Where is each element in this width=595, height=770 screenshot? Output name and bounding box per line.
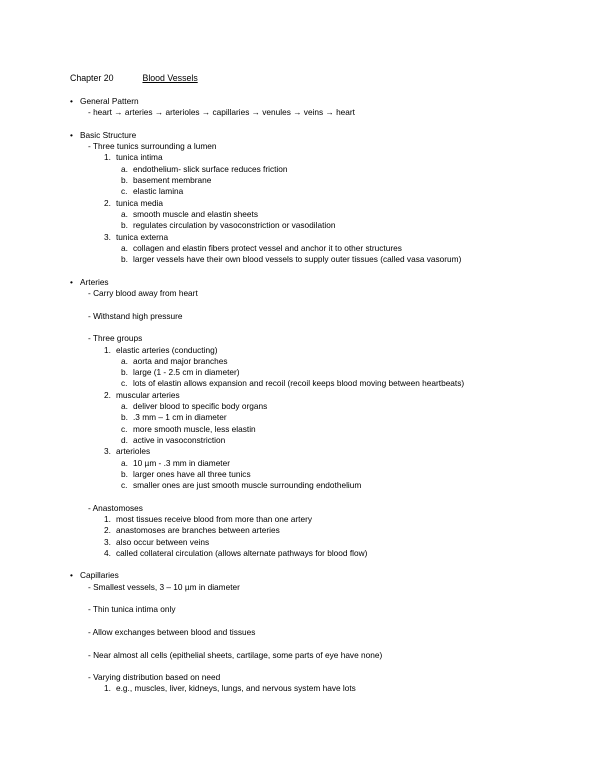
list-item bbox=[70, 390, 580, 401]
list-marker: a. bbox=[121, 457, 128, 468]
list-marker: 2. bbox=[104, 197, 111, 208]
list-item bbox=[70, 537, 580, 548]
item-text: muscular arteries bbox=[116, 389, 180, 400]
item-text: active in vasoconstriction bbox=[133, 434, 226, 445]
list-item bbox=[70, 424, 580, 435]
notes-outline bbox=[70, 96, 580, 695]
item-text: collagen and elastin fibers protect vessel and anchor it to other structures bbox=[133, 242, 402, 253]
section-heading bbox=[70, 277, 580, 288]
list-item bbox=[70, 446, 580, 457]
list-item bbox=[70, 683, 580, 694]
list-marker: d. bbox=[121, 434, 128, 445]
item-text: more smooth muscle, less elastin bbox=[133, 423, 256, 434]
item-text: - Withstand high pressure bbox=[88, 310, 183, 321]
list-marker: b. bbox=[121, 367, 128, 378]
list-item bbox=[70, 311, 580, 322]
section-heading bbox=[70, 570, 580, 581]
item-text: - Smallest vessels, 3 – 10 µm in diameter bbox=[88, 581, 240, 592]
list-item bbox=[70, 198, 580, 209]
list-item bbox=[70, 345, 580, 356]
list-marker: c. bbox=[121, 378, 128, 389]
list-item bbox=[70, 514, 580, 525]
bullet-marker: • bbox=[70, 276, 73, 287]
chapter-label: Chapter 20 bbox=[70, 73, 114, 83]
item-text: Capillaries bbox=[80, 570, 119, 581]
item-text: - Anastomoses bbox=[88, 502, 143, 513]
list-marker: 2. bbox=[104, 389, 111, 400]
section-heading bbox=[70, 96, 580, 107]
item-text: large (1 - 2.5 cm in diameter) bbox=[133, 367, 240, 378]
item-text: - Three groups bbox=[88, 333, 143, 344]
item-text: most tissues receive blood from more than one artery bbox=[116, 513, 312, 524]
item-text: - Thin tunica intima only bbox=[88, 604, 176, 615]
list-marker: c. bbox=[121, 423, 128, 434]
list-marker: b. bbox=[121, 175, 128, 186]
list-marker: 1. bbox=[104, 152, 111, 163]
list-marker: 3. bbox=[104, 536, 111, 547]
list-item bbox=[70, 232, 580, 243]
list-marker: 2. bbox=[104, 525, 111, 536]
list-item bbox=[70, 401, 580, 412]
item-text: - Varying distribution based on need bbox=[88, 672, 221, 683]
item-text: basement membrane bbox=[133, 175, 212, 186]
item-text: deliver blood to specific body organs bbox=[133, 401, 268, 412]
item-text: anastomoses are branches between arteries bbox=[116, 525, 280, 536]
list-marker: a. bbox=[121, 163, 128, 174]
list-marker: c. bbox=[121, 186, 128, 197]
list-marker: a. bbox=[121, 355, 128, 366]
item-text: tunica intima bbox=[116, 152, 163, 163]
item-text: smooth muscle and elastin sheets bbox=[133, 208, 258, 219]
item-text: - heart → arteries → arterioles → capillaries → venules → veins → heart bbox=[88, 107, 355, 118]
item-text: tunica media bbox=[116, 197, 164, 208]
list-item bbox=[70, 604, 580, 615]
section-heading bbox=[70, 130, 580, 141]
item-text: - Three tunics surrounding a lumen bbox=[88, 141, 217, 152]
list-marker: b. bbox=[121, 412, 128, 423]
page-title: Blood Vessels bbox=[142, 73, 198, 83]
list-item bbox=[70, 107, 580, 118]
item-text: larger ones have all three tunics bbox=[133, 468, 251, 479]
item-text: Arteries bbox=[80, 276, 109, 287]
blank-line bbox=[70, 559, 580, 570]
list-marker: 1. bbox=[104, 513, 111, 524]
list-item bbox=[70, 356, 580, 367]
list-item bbox=[70, 333, 580, 344]
document-page bbox=[70, 72, 580, 695]
item-text: also occur between veins bbox=[116, 536, 210, 547]
blank-line bbox=[70, 265, 580, 276]
item-text: Basic Structure bbox=[80, 129, 137, 140]
list-item bbox=[70, 412, 580, 423]
document-header bbox=[70, 72, 580, 84]
list-item bbox=[70, 378, 580, 389]
item-text: - Near almost all cells (epithelial sheets, cartilage, some parts of eye have none) bbox=[88, 649, 383, 660]
list-item bbox=[70, 548, 580, 559]
item-text: .3 mm – 1 cm in diameter bbox=[133, 412, 227, 423]
list-item bbox=[70, 186, 580, 197]
item-text: lots of elastin allows expansion and recoil (recoil keeps blood moving between heartbeats) bbox=[133, 378, 465, 389]
list-marker: a. bbox=[121, 242, 128, 253]
list-marker: c. bbox=[121, 480, 128, 491]
item-text: General Pattern bbox=[80, 96, 139, 106]
list-marker: b. bbox=[121, 254, 128, 265]
item-text: 10 µm - .3 mm in diameter bbox=[133, 457, 230, 468]
list-marker: 1. bbox=[104, 344, 111, 355]
list-item bbox=[70, 209, 580, 220]
list-marker: b. bbox=[121, 468, 128, 479]
list-item bbox=[70, 582, 580, 593]
blank-line bbox=[70, 299, 580, 310]
list-item bbox=[70, 254, 580, 265]
item-text: regulates circulation by vasoconstriction or vasodilation bbox=[133, 220, 336, 231]
list-item bbox=[70, 164, 580, 175]
list-item bbox=[70, 469, 580, 480]
blank-line bbox=[70, 616, 580, 627]
list-item bbox=[70, 288, 580, 299]
list-item bbox=[70, 152, 580, 163]
item-text: tunica externa bbox=[116, 231, 169, 242]
blank-line bbox=[70, 638, 580, 649]
list-item bbox=[70, 435, 580, 446]
list-item bbox=[70, 503, 580, 514]
blank-line bbox=[70, 661, 580, 672]
list-marker: b. bbox=[121, 220, 128, 231]
list-item bbox=[70, 525, 580, 536]
list-marker: 1. bbox=[104, 683, 111, 694]
item-text: elastic arteries (conducting) bbox=[116, 344, 218, 355]
item-text: - Allow exchanges between blood and tissues bbox=[88, 626, 256, 637]
list-item bbox=[70, 141, 580, 152]
list-item bbox=[70, 627, 580, 638]
list-marker: 3. bbox=[104, 231, 111, 242]
list-marker: a. bbox=[121, 401, 128, 412]
item-text: elastic lamina bbox=[133, 186, 184, 197]
blank-line bbox=[70, 322, 580, 333]
list-item bbox=[70, 220, 580, 231]
list-item bbox=[70, 243, 580, 254]
item-text: - Carry blood away from heart bbox=[88, 288, 198, 299]
item-text: aorta and major branches bbox=[133, 355, 228, 366]
list-item bbox=[70, 672, 580, 683]
list-item bbox=[70, 367, 580, 378]
list-item bbox=[70, 175, 580, 186]
list-item bbox=[70, 480, 580, 491]
bullet-marker: • bbox=[70, 129, 73, 140]
item-text: arterioles bbox=[116, 446, 151, 457]
item-text: e.g., muscles, liver, kidneys, lungs, and nervous system have lots bbox=[116, 683, 356, 694]
item-text: larger vessels have their own blood vessels to supply outer tissues (called vasa vasorum) bbox=[133, 254, 462, 265]
list-item bbox=[70, 458, 580, 469]
blank-line bbox=[70, 491, 580, 502]
list-marker: 3. bbox=[104, 446, 111, 457]
blank-line bbox=[70, 593, 580, 604]
bullet-marker: • bbox=[70, 96, 73, 106]
item-text: endothelium- slick surface reduces friction bbox=[133, 163, 288, 174]
item-text: smaller ones are just smooth muscle surrounding endothelium bbox=[133, 480, 362, 491]
item-text: called collateral circulation (allows alternate pathways for blood flow) bbox=[116, 547, 368, 558]
list-marker: 4. bbox=[104, 547, 111, 558]
blank-line bbox=[70, 119, 580, 130]
list-item bbox=[70, 650, 580, 661]
bullet-marker: • bbox=[70, 570, 73, 581]
list-marker: a. bbox=[121, 208, 128, 219]
